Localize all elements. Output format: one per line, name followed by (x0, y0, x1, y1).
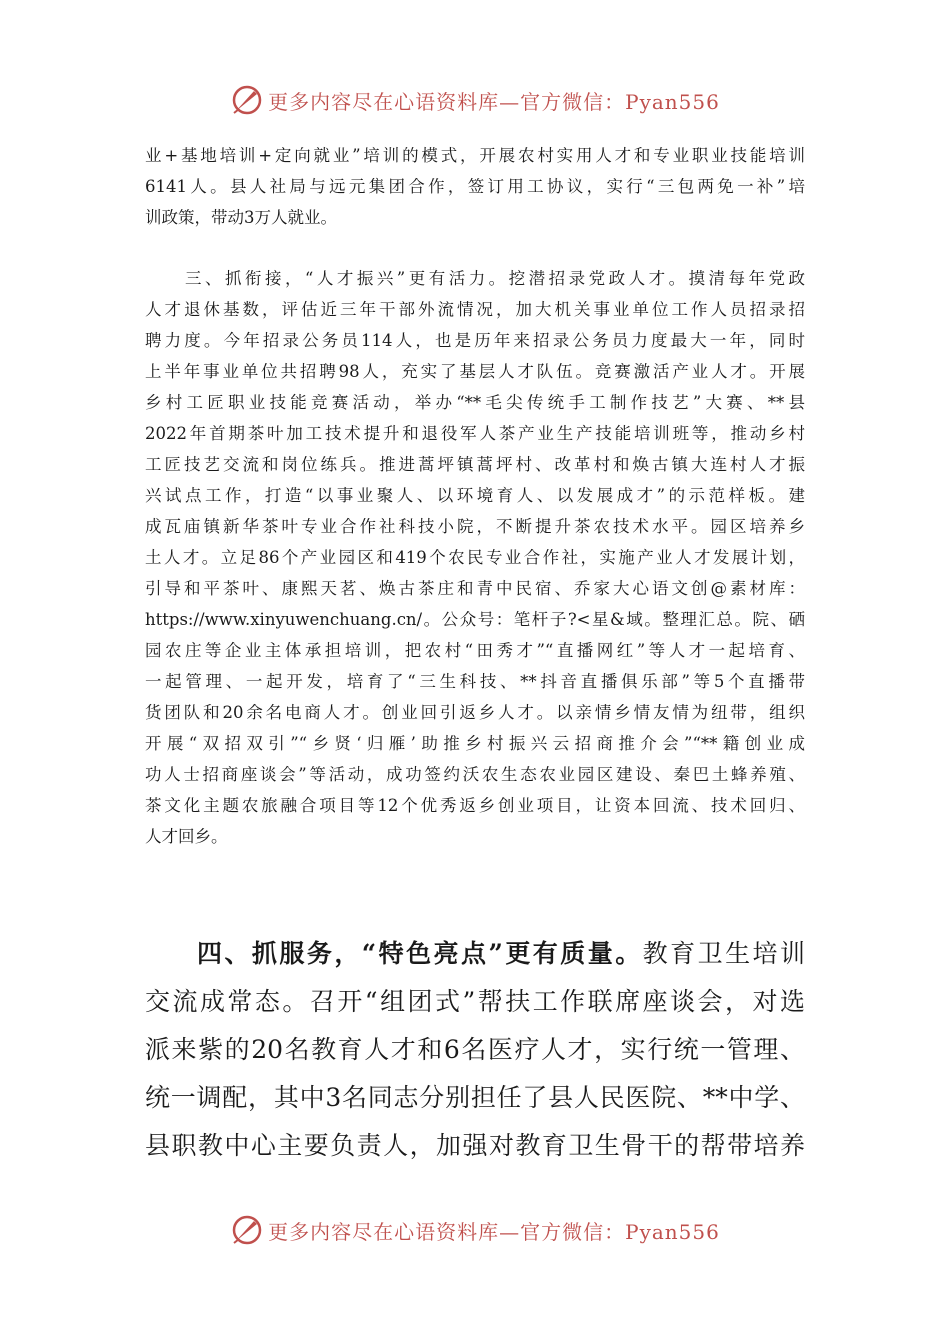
text-line: 茶文化主题农旅融合项目等12个优秀返乡创业项目，让资本回流、技术回归、 (145, 796, 805, 815)
text-line: 成瓦庙镇新华茶叶专业合作社科技小院，不断提升茶农技术水平。园区培养乡 (145, 517, 805, 536)
text-line: 2022年首期茶叶加工技术提升和退役军人茶产业生产技能培训班等，推动乡村 (145, 424, 805, 443)
text-line: 引导和平茶叶、康熙天茗、焕古茶庄和青中民宿、乔家大心语文创@素材库： (145, 579, 805, 598)
text-line: 聘力度。今年招录公务员114人，也是历年来招录公务员力度最大一年，同时 (145, 331, 805, 350)
footer-text: 更多内容尽在心语资料库—官方微信：Pyan556 (268, 1219, 720, 1244)
paragraph-1 (145, 140, 805, 233)
text-line: 人才回乡。 (145, 827, 228, 846)
text-line: 交流成常态。召开“组团式”帮扶工作联席座谈会，对选 (145, 987, 805, 1016)
text-line: 功人士招商座谈会”等活动，成功签约沃农生态农业园区建设、秦巴土蜂养殖、 (145, 765, 805, 784)
text-line: 工匠技艺交流和岗位练兵。推进蒿坪镇蒿坪村、改革村和焕古镇大连村人才振 (145, 455, 805, 474)
quill-logo-icon (230, 83, 264, 117)
text-line: 货团队和20余名电商人才。创业回引返乡人才。以亲情乡情友情为纽带，组织 (145, 703, 805, 722)
text-line: 上半年事业单位共招聘98人，充实了基层人才队伍。竞赛激活产业人才。开展 (145, 362, 805, 381)
paragraph-2 (145, 263, 805, 852)
section-heading: 四、抓服务，“特色亮点”更有质量。 (197, 939, 643, 968)
text-line: 统一调配，其中3名同志分别担任了县人民医院、**中学、 (145, 1083, 805, 1112)
text-line: 县职教中心主要负责人，加强对教育卫生骨干的帮带培养 (145, 1131, 805, 1160)
text-line: 训政策，带动3万人就业。 (145, 208, 337, 227)
text-line: 一起管理、一起开发，培育了“三生科技、**抖音直播俱乐部”等5个直播带 (145, 672, 805, 691)
text-line: 业+基地培训+定向就业”培训的模式，开展农村实用人才和专业职业技能培训 (145, 146, 805, 165)
text-line: 兴试点工作，打造“以事业聚人、以环境育人、以发展成才”的示范样板。建 (145, 486, 805, 505)
text-line (145, 930, 805, 978)
text-line: 园农庄等企业主体承担培训，把农村“田秀才”“直播网红”等人才一起培育、 (145, 641, 805, 660)
paragraph-3 (145, 930, 805, 1170)
text-line: 三、抓衔接，“人才振兴”更有活力。挖潜招录党政人才。摸清每年党政 (185, 269, 805, 288)
header-banner (0, 80, 950, 120)
text-line: 派来紫的20名教育人才和6名医疗人才，实行统一管理、 (145, 1035, 805, 1064)
text-line: https://www.xinyuwenchuang.cn/。公众号：笔杆子?<星&域。整理汇总。院、硒 (145, 610, 805, 629)
text-line: 乡村工匠职业技能竞赛活动，举办“**毛尖传统手工制作技艺”大赛、**县 (145, 393, 805, 412)
text-line: 开展“双招双引”“乡贤‘归雁’助推乡村振兴云招商推介会”“**籍创业成 (145, 734, 805, 753)
text-fragment: 教育卫生培训 (642, 939, 805, 968)
header-text: 更多内容尽在心语资料库—官方微信：Pyan556 (268, 89, 720, 114)
quill-logo-icon (230, 1213, 264, 1247)
text-line: 土人才。立足86个产业园区和419个农民专业合作社，实施产业人才发展计划， (145, 548, 805, 567)
footer-banner (0, 1210, 950, 1250)
text-line: 6141人。县人社局与远元集团合作，签订用工协议，实行“三包两免一补”培 (145, 177, 805, 196)
text-line: 人才退休基数，评估近三年干部外流情况，加大机关事业单位工作人员招录招 (145, 300, 805, 319)
